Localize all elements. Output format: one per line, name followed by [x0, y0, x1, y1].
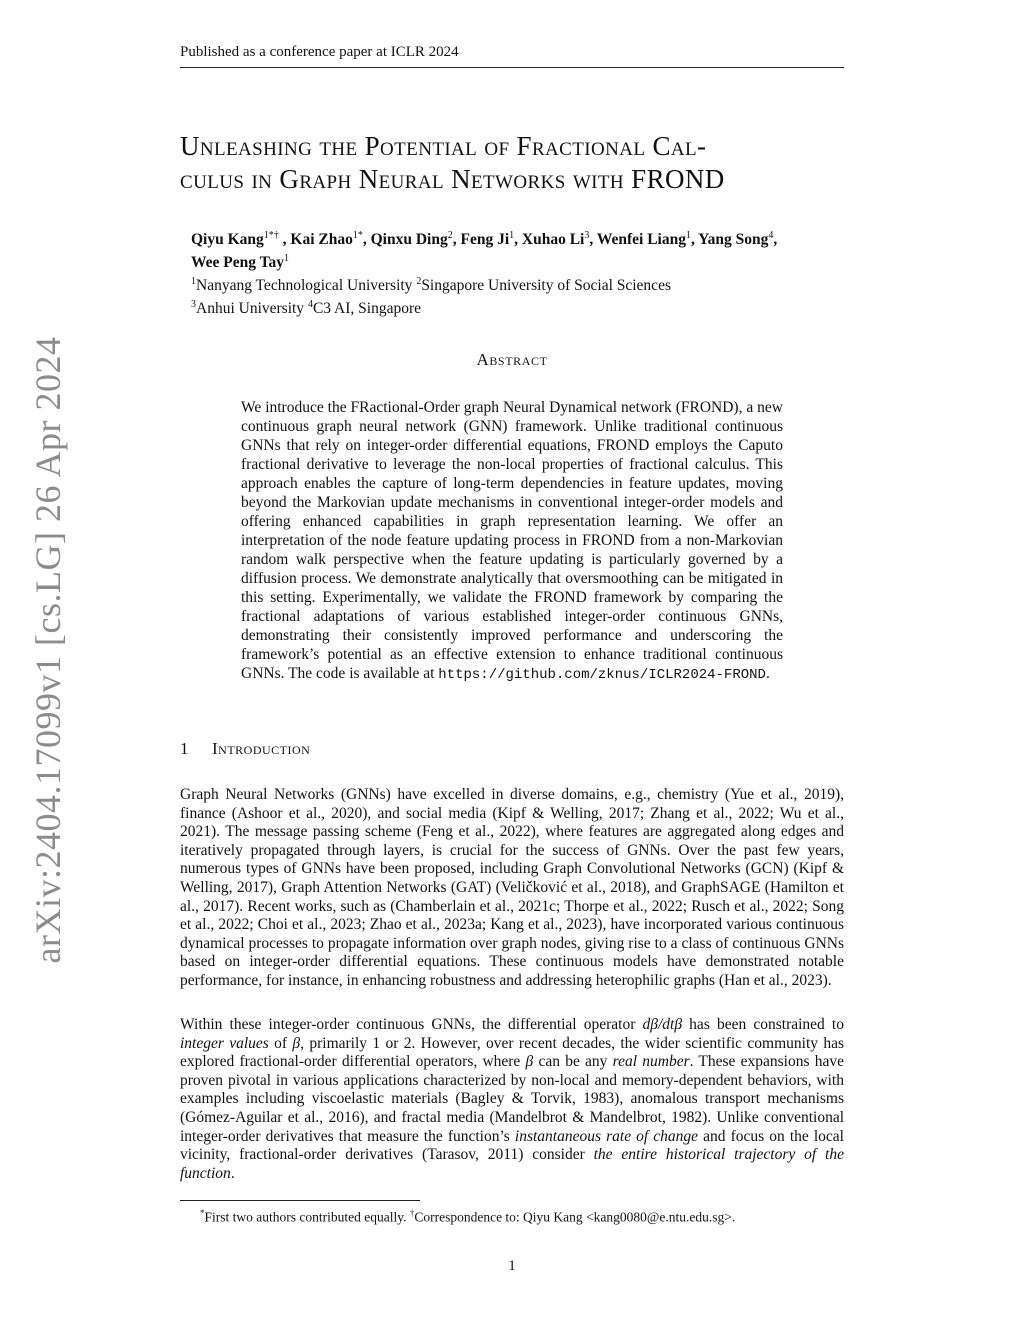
running-header: Published as a conference paper at ICLR 2024: [180, 44, 844, 68]
author-affiliation-mark: 3: [584, 230, 590, 241]
author-affiliation-mark: 2: [447, 230, 453, 241]
emphasis-real-number: real number: [612, 1053, 690, 1071]
arxiv-identifier-stamp: arXiv:2404.17099v1 [cs.LG] 26 Apr 2024: [28, 336, 68, 964]
affiliation: C3 AI, Singapore: [312, 300, 421, 318]
beta-symbol: β: [292, 1034, 301, 1052]
footnote: *First two authors contributed equally. †Correspondence to: Qiyu Kang <kang0080@e.ntu.edu.sg>.: [200, 1208, 736, 1225]
emphasis-historical-trajectory: the entire historical trajectory of the function: [180, 1146, 844, 1182]
author-name: Wee Peng Tay: [191, 254, 285, 272]
affiliation-line-1: $^1$Nanyang Technological University $^2$Singapore University of Social Sciences: [191, 276, 671, 295]
affiliation: Nanyang Technological University: [196, 277, 413, 295]
author-affiliation-mark: 1: [284, 253, 290, 265]
author-name: Qinxu Ding: [370, 231, 448, 249]
affiliation: Anhui University: [196, 300, 305, 318]
affiliation: Singapore University of Social Sciences: [421, 277, 671, 295]
author-name: Wenfei Liang: [596, 231, 686, 249]
author-name: Qiyu Kang: [191, 231, 264, 249]
author-name: Yang Song: [698, 231, 769, 249]
abstract-text: We introduce the FRactional-Order graph Neural Dynamical network (FROND), a new continuous graph neural network (GNN) framework. Unlike traditional continuous GNNs that rely on integer-order differential equations, FROND employs the Caputo fractional derivative to leverage the non-local properties of fractional calculus. This approach enables the capture of long-term dependencies in feature updates, moving beyond the Markovian update mechanisms in conventional integer-order models and offering enhanced capabilities in graph representation learning. We offer an interpretation of the node feature updating process in FROND from a non-Markovian random walk perspective when the feature updating is particularly governed by a diffusion process. We demonstrate analytically that oversmoothing can be mitigated in this setting. Experimentally, we validate the FROND framework by comparing the fractional adaptations of various established integer-order continuous GNNs, demonstrating their consistently improved performance and underscoring the framework’s potential as an effective extension to enhance traditional continuous GNNs. The code is available at: [241, 399, 783, 682]
emphasis-instantaneous-rate: instantaneous rate of change: [514, 1127, 699, 1145]
author-affiliation-mark: 1: [509, 230, 515, 241]
author-list: Qiyu Kang$^{1*\dagger}$ , Kai Zhao$^{1*}$, Qinxu Ding$^2$, Feng Ji$^1$, Xuhao Li$^3$, Wenfei Liang$^1$, Yang Song$^4$, Wee Peng Tay$^1$: [191, 230, 778, 272]
code-repository-link[interactable]: https://github.com/zknus/ICLR2024-FROND: [438, 667, 766, 683]
affiliation-line-2: $^3$Anhui University $^4$C3 AI, Singapore: [191, 299, 421, 318]
emphasis-integer-values: integer values: [180, 1034, 269, 1052]
footnote-divider: [180, 1200, 420, 1201]
author-affiliation-mark: 4: [768, 230, 774, 241]
author-name: Xuhao Li: [521, 231, 585, 249]
paper-title: [180, 130, 860, 196]
page-number: 1: [508, 1258, 516, 1274]
author-affiliation-mark: 1*†: [263, 230, 279, 241]
abstract-body: We introduce the FRactional-Order graph Neural Dynamical network (FROND), a new continuous graph neural network (GNN) framework. Unlike traditional continuous GNNs that rely on integer-order differential equations, FROND employs the Caputo fractional derivative to leverage the non-local properties of fractional calculus. This approach enables the capture of long-term dependencies in feature updates, moving beyond the Markovian update mechanisms in conventional integer-order models and offering enhanced capabilities in graph representation learning. We offer an interpretation of the node feature updating process in FROND from a non-Markovian random walk perspective when the feature updating is particularly governed by a diffusion process. We demonstrate analytically that oversmoothing can be mitigated in this setting. Experimentally, we validate the FROND framework by comparing the fractional adaptations of various established integer-order continuous GNNs, demonstrating their consistently improved performance and underscoring the framework’s potential as an effective extension to enhance traditional continuous GNNs. The code is available at https://github.com/zknus/ICLR2024-FROND.: [241, 399, 783, 683]
intro-paragraph-2: Within these integer-order continuous GNNs, the differential operator dβ/dtβ has been constrained to integer values of β, primarily 1 or 2. However, over recent decades, the wider scientific community has explored fractional-order differential operators, where β can be any real number. These expansions have proven pivotal in various applications characterized by non-local and memory-dependent behaviors, with examples including viscoelastic materials (Bagley & Torvik, 1983), anomalous transport mechanisms (Gómez-Aguilar et al., 2016), and fractal media (Mandelbrot & Mandelbrot, 1982). Unlike conventional integer-order derivatives that measure the function’s instantaneous rate of change and focus on the local vicinity, fractional-order derivatives (Tarasov, 2011) consider the entire historical trajectory of the function.: [180, 1016, 844, 1182]
section-heading-introduction: [180, 739, 310, 759]
intro-paragraph-1: Graph Neural Networks (GNNs) have excelled in diverse domains, e.g., chemistry (Yue et al., 2019), finance (Ashoor et al., 2020), and social media (Kipf & Welling, 2017; Zhang et al., 2022; Wu et al., 2021). The message passing scheme (Feng et al., 2022), where features are aggregated along edges and iteratively propagated through layers, is crucial for the success of GNNs. Over the past few years, numerous types of GNNs have been proposed, including Graph Convolutional Networks (GCN) (Kipf & Welling, 2017), Graph Attention Networks (GAT) (Veličković et al., 2018), and GraphSAGE (Hamilton et al., 2017). Recent works, such as (Chamberlain et al., 2021c; Thorpe et al., 2022; Rusch et al., 2022; Song et al., 2022; Choi et al., 2023; Zhao et al., 2023a; Kang et al., 2023), have incorporated various continuous dynamical processes to propagate information over graph nodes, giving rise to a class of continuous GNNs based on integer-order differential equations. These continuous models have demonstrated notable performance, for instance, in enhancing robustness and addressing heterophilic graphs (Han et al., 2023).: [180, 786, 844, 989]
section-title: Introduction: [212, 739, 311, 758]
abstract-heading: Abstract: [476, 350, 548, 369]
author-affiliation-mark: 1*: [352, 230, 363, 241]
author-block: [191, 226, 851, 319]
section-number: 1: [180, 739, 189, 758]
title-line-1: Unleashing the Potential of Fractional Cal-: [180, 131, 707, 161]
author-name: Feng Ji: [460, 231, 510, 249]
author-affiliation-mark: 1: [685, 230, 691, 241]
differential-operator: dβ/dtβ: [642, 1016, 683, 1033]
author-name: Kai Zhao: [290, 231, 353, 249]
title-line-2: culus in Graph Neural Networks with FROND: [180, 164, 725, 194]
beta-symbol: β: [525, 1053, 534, 1071]
